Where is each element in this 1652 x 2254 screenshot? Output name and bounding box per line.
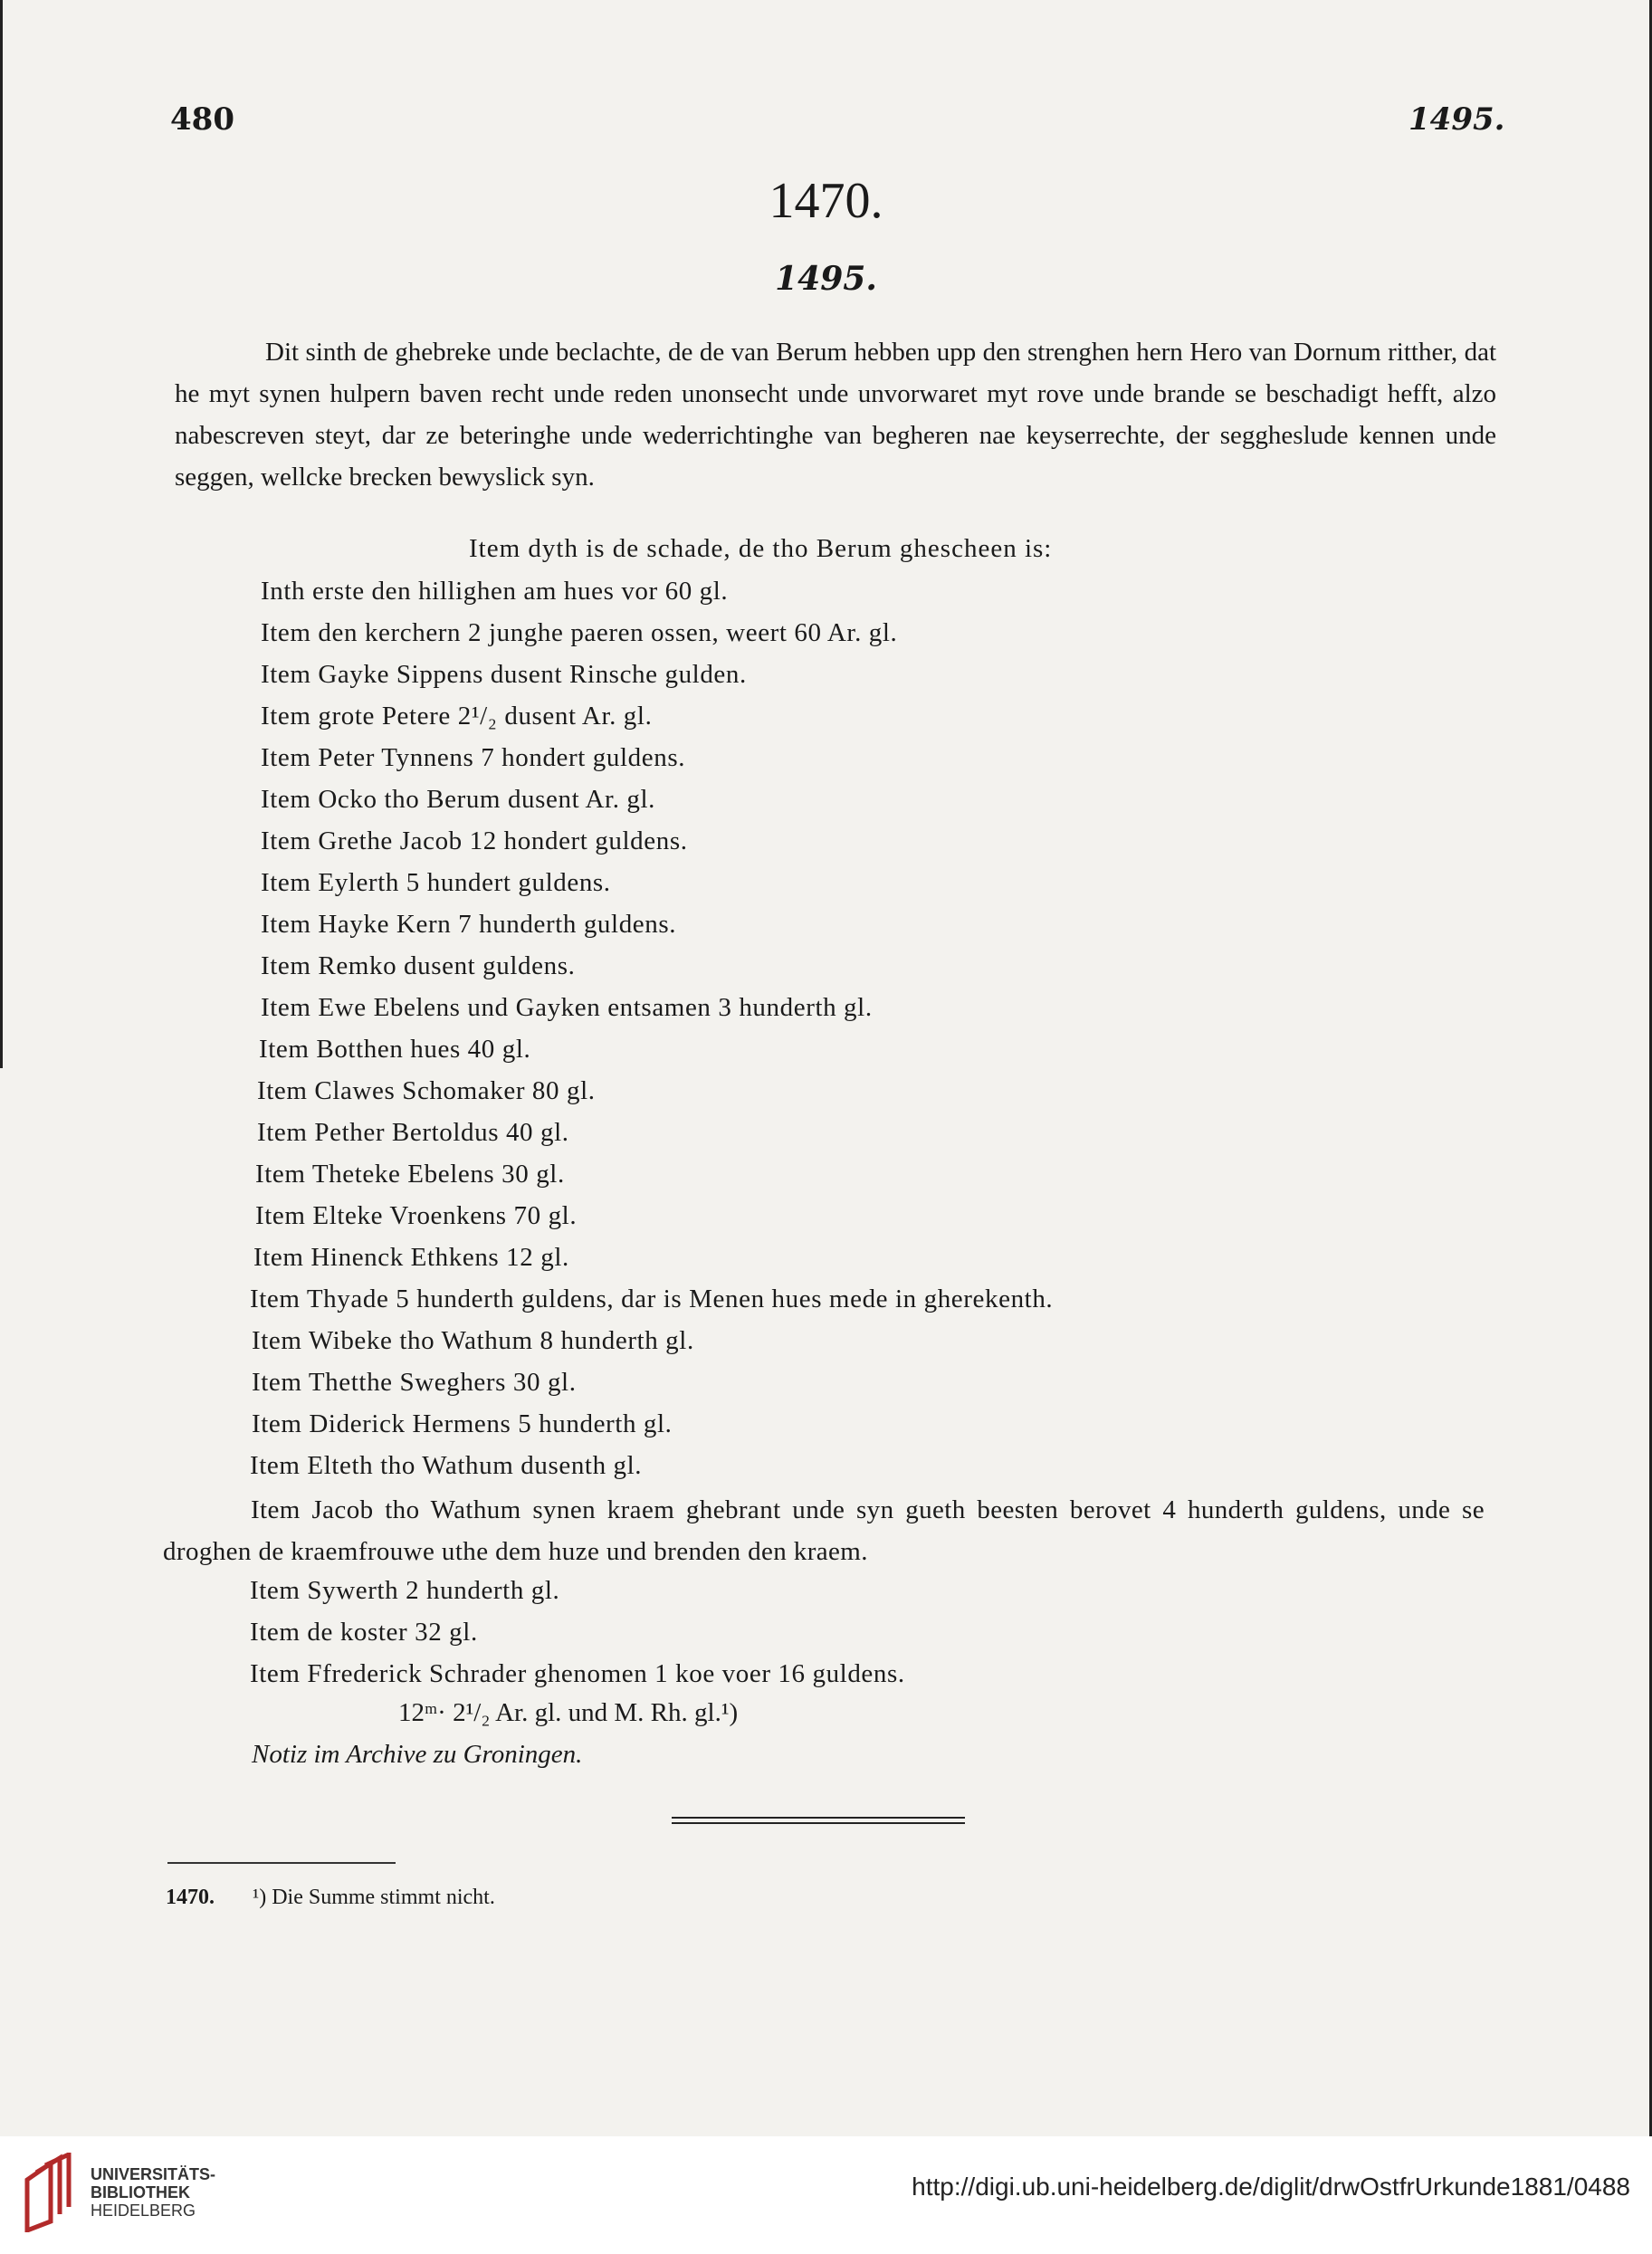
intro-paragraph: Dit sinth de ghebreke unde beclachte, de de van Berum hebben upp den strenghen hern Hero van Dornum ritther, dat he myt synen hulpern baven recht unde reden unonsecht unde unvorwaret myt rove unde brande se beschadigt hefft, alzo nabescreven steyt, dar ze beteringhe unde wederrichtinghe van begheren nae keyserrechte, der seggheslude kennen unde seggen, wellcke brecken bewyslick syn. xyxy=(175,338,1496,492)
permalink-url[interactable]: http://digi.ub.uni-heidelberg.de/diglit/drwOstfrUrkunde1881/0488 xyxy=(912,2173,1630,2201)
list-item: Item Gayke Sippens dusent Rinsche gulden. xyxy=(261,660,747,689)
list-item: Item Clawes Schomaker 80 gl. xyxy=(257,1076,596,1105)
list-item: Item Theteke Ebelens 30 gl. xyxy=(255,1160,565,1189)
list-item: Item Grethe Jacob 12 hondert guldens. xyxy=(261,826,688,855)
list-item: Item Diderick Hermens 5 hunderth gl. xyxy=(252,1409,673,1438)
library-logo-icon xyxy=(20,2153,80,2232)
library-name-line1: UNIVERSITÄTS- xyxy=(91,2165,216,2183)
list-item: Item grote Petere 2¹/₂ dusent Ar. gl. xyxy=(261,702,653,731)
list-item: Item Pether Bertoldus 40 gl. xyxy=(257,1118,569,1147)
list-title: Item dyth is de schade, de tho Berum ghescheen is: xyxy=(469,534,1053,563)
section-rule xyxy=(672,1822,965,1824)
document-number: 1470. xyxy=(769,173,883,229)
list-item: Item Eylerth 5 hundert guldens. xyxy=(261,868,611,897)
list-item: Item Elteth tho Wathum dusenth gl. xyxy=(250,1451,643,1480)
footnote-text: ¹) Die Summe stimmt nicht. xyxy=(253,1886,495,1909)
list-item: Item Wibeke tho Wathum 8 hunderth gl. xyxy=(252,1326,694,1355)
list-item: Item Ewe Ebelens und Gayken entsamen 3 hunderth gl. xyxy=(261,993,873,1022)
list-item: Item Ffrederick Schrader ghenomen 1 koe voer 16 guldens. xyxy=(250,1659,905,1688)
jacob-paragraph: Item Jacob tho Wathum synen kraem ghebrant unde syn gueth beesten berovet 4 hunderth guldens, unde se droghen de kraemfrouwe uthe dem huze und brenden den kraem. xyxy=(163,1495,1485,1566)
list-item: Item Hayke Kern 7 hunderth guldens. xyxy=(261,910,677,939)
page-number: 480 xyxy=(170,101,234,138)
list-item: Item Peter Tynnens 7 hondert guldens. xyxy=(261,743,686,772)
footnote xyxy=(166,1886,495,1910)
library-name xyxy=(91,2165,215,2220)
list-item: Item Botthen hues 40 gl. xyxy=(259,1035,531,1064)
list-item: Item den kerchern 2 junghe paeren ossen, weert 60 Ar. gl. xyxy=(261,618,898,647)
list-item: Item Hinenck Ethkens 12 gl. xyxy=(253,1243,569,1272)
list-item: Item Elteke Vroenkens 70 gl. xyxy=(255,1201,578,1230)
library-name-line3: HEIDELBERG xyxy=(91,2201,196,2220)
source-note: Notiz im Archive zu Groningen. xyxy=(252,1740,583,1769)
list-item: Item de koster 32 gl. xyxy=(250,1618,478,1647)
document-year: 1495. xyxy=(775,260,877,298)
list-item: Item Thyade 5 hunderth guldens, dar is Menen hues mede in gherekenth. xyxy=(250,1285,1054,1313)
running-year: 1495. xyxy=(1408,101,1505,138)
section-rule xyxy=(672,1817,965,1819)
list-item: Item Thetthe Sweghers 30 gl. xyxy=(252,1368,577,1397)
list-item: Item Remko dusent guldens. xyxy=(261,951,576,980)
library-name-line2: BIBLIOTHEK xyxy=(91,2183,190,2201)
footnote-rule xyxy=(167,1862,396,1864)
list-item: Inth erste den hillighen am hues vor 60 gl. xyxy=(261,577,729,606)
sum-line: 12ᵐ· 2¹/₂ Ar. gl. und M. Rh. gl.¹) xyxy=(398,1698,739,1727)
footnote-number: 1470. xyxy=(166,1886,215,1909)
list-item: Item Sywerth 2 hunderth gl. xyxy=(250,1576,560,1605)
list-item: Item Ocko tho Berum dusent Ar. gl. xyxy=(261,785,656,814)
